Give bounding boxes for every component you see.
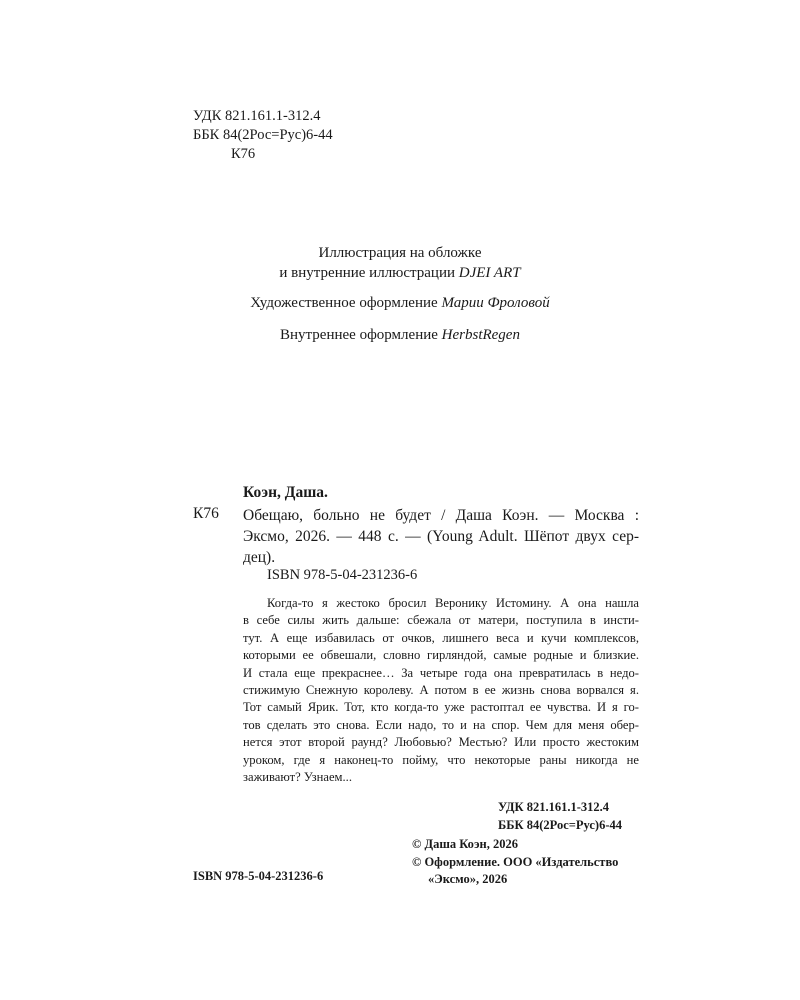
bibliographic-description: [243, 505, 639, 568]
illustration-credit-prefix: и внутренние иллюстрации: [279, 265, 459, 281]
interior-design-credit: [0, 325, 800, 345]
udk-code: УДК 821.161.1-312.4: [193, 108, 321, 124]
annotation-line: Когда-то я жестоко бросил Веронику Истомину. А она нашла: [267, 596, 639, 610]
copyright-author: © Даша Коэн, 2026: [412, 837, 518, 851]
bibliographic-line: дец).: [243, 549, 276, 566]
annotation-line: в себе силы жить дальше: сбежала от матери, поступила в инсти-: [243, 613, 639, 628]
top-classification-codes: [193, 107, 333, 164]
bbk-code: ББК 84(2Рос=Рус)6-44: [193, 127, 333, 143]
author-mark: К76: [231, 146, 256, 162]
illustration-credit-line-2: [0, 263, 800, 283]
annotation-line: нется этот второй раунд? Любовью? Местью? Или просто жестоким: [243, 735, 639, 750]
interior-designer-name: HerbstRegen: [441, 327, 520, 343]
annotation-line: уроком, где я наконец-то пойму, что некоторые раны никогда не: [243, 752, 639, 767]
bottom-isbn: ISBN 978-5-04-231236-6: [193, 869, 324, 883]
bottom-classification-codes: [498, 799, 622, 834]
bibliographic-line: Эксмо, 2026. — 448 с. — (Young Adult. Шёпот двух сер-: [243, 528, 639, 545]
illustration-credit: [0, 243, 800, 283]
annotation-line: которыми ее обвешали, словно гирляндой, самые родные и близкие.: [243, 648, 639, 663]
annotation-line: заживают? Узнаем...: [243, 770, 352, 785]
bibliographic-isbn: ISBN 978-5-04-231236-6: [267, 567, 418, 583]
bibliographic-author-mark: К76: [193, 505, 219, 522]
annotation: [243, 595, 639, 786]
annotation-line: тут. А еще избавилась от очков, лишнего веса и кучи комплексов,: [243, 630, 639, 645]
illustration-credit-line-1: Иллюстрация на обложке: [318, 245, 482, 261]
art-design-credit: [0, 293, 800, 313]
illustrator-name: DJEI ART: [458, 265, 521, 281]
bibliographic-author: Коэн, Даша.: [243, 484, 328, 501]
copyright-block: [412, 836, 618, 889]
annotation-line: Тот самый Ярик. Тот, кто когда-то уже растоптал ее чувства. И я го-: [243, 700, 639, 715]
copyright-design: © Оформление. ООО «Издательство: [412, 854, 619, 869]
annotation-line: стижимую Снежную королеву. А потом в ее жизнь снова ворвался я.: [243, 683, 639, 698]
bottom-bbk-code: ББК 84(2Рос=Рус)6-44: [498, 817, 622, 832]
copyright-design-continued: «Эксмо», 2026: [428, 872, 508, 886]
bibliographic-line: Обещаю, больно не будет / Даша Коэн. — Москва :: [243, 507, 639, 524]
art-design-prefix: Художественное оформление: [250, 295, 442, 311]
bottom-udk-code: УДК 821.161.1-312.4: [498, 800, 609, 814]
annotation-line: И стала еще прекраснее… За четыре года она превратилась в недо-: [243, 665, 639, 680]
annotation-line: тов сделать это снова. Если надо, то и на спор. Чем для меня обер-: [243, 717, 639, 732]
art-designer-name: Марии Фроловой: [441, 295, 550, 311]
interior-design-prefix: Внутреннее оформление: [280, 327, 442, 343]
